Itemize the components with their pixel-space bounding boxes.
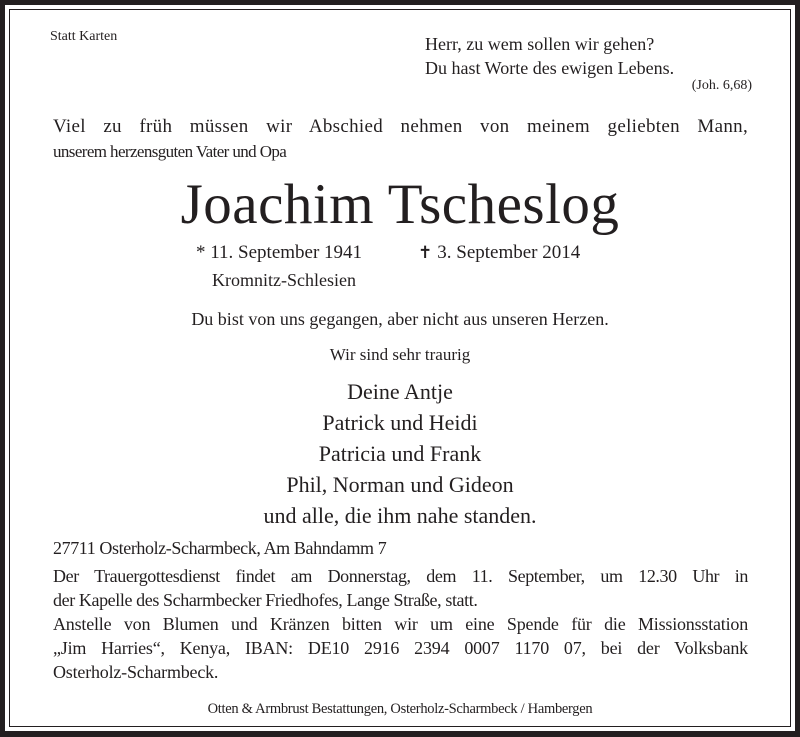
service-line-1: Der Trauergottesdienst findet am Donnerstag, dem 11. September, um 12.30 Uhr in	[53, 566, 748, 586]
donation-line-3: Osterholz-Scharmbeck.	[53, 662, 219, 682]
mourner-item: Patrick und Heidi	[322, 410, 478, 435]
verse-line-2: Du hast Worte des ewigen Lebens.	[425, 58, 675, 78]
birth-date: 11. September 1941	[210, 242, 363, 263]
death-info	[418, 242, 580, 264]
verse-line-1: Herr, zu wem sollen wir gehen?	[425, 34, 655, 54]
mourner-item: Patricia und Frank	[318, 441, 482, 466]
verse-reference: (Joh. 6,68)	[691, 78, 752, 93]
service-line-2: der Kapelle des Scharmbecker Friedhofes, Lange Straße, statt.	[53, 590, 478, 610]
cross-icon: ✝	[418, 243, 433, 262]
header-statt-karten: Statt Karten	[50, 29, 118, 44]
deceased-name: Joachim Tscheslog	[180, 173, 620, 236]
mourning-line: Wir sind sehr traurig	[329, 345, 471, 364]
intro-line-2: unserem herzensguten Vater und Opa	[53, 142, 287, 161]
mourner-item: Deine Antje	[347, 379, 453, 404]
mourner-item: und alle, die ihm nahe standen.	[263, 503, 537, 528]
bible-verse	[425, 32, 674, 80]
intro-line-1: Viel zu früh müssen wir Abschied nehmen von meinem geliebten Mann,	[53, 116, 748, 137]
service-details	[53, 536, 748, 684]
mourners-list	[0, 376, 800, 531]
intro-text	[53, 114, 748, 164]
mourner-item: Phil, Norman und Gideon	[286, 472, 514, 497]
donation-line-1: Anstelle von Blumen und Kränzen bitten wir um eine Spende für die Missionsstation	[53, 614, 748, 634]
family-address: 27711 Osterholz-Scharmbeck, Am Bahndamm 7	[53, 538, 387, 558]
death-date: 3. September 2014	[437, 242, 581, 263]
memorial-quote: Du bist von uns gegangen, aber nicht aus unseren Herzen.	[191, 309, 609, 329]
birthplace: Kromnitz-Schlesien	[212, 270, 356, 290]
donation-line-2: „Jim Harries“, Kenya, IBAN: DE10 2916 2394 0007 1170 07, bei der Volksbank	[53, 638, 748, 658]
funeral-home-credit: Otten & Armbrust Bestattungen, Osterholz-Scharmbeck / Hambergen	[207, 701, 593, 717]
birth-star-icon: *	[196, 242, 206, 263]
birth-info	[196, 242, 362, 264]
